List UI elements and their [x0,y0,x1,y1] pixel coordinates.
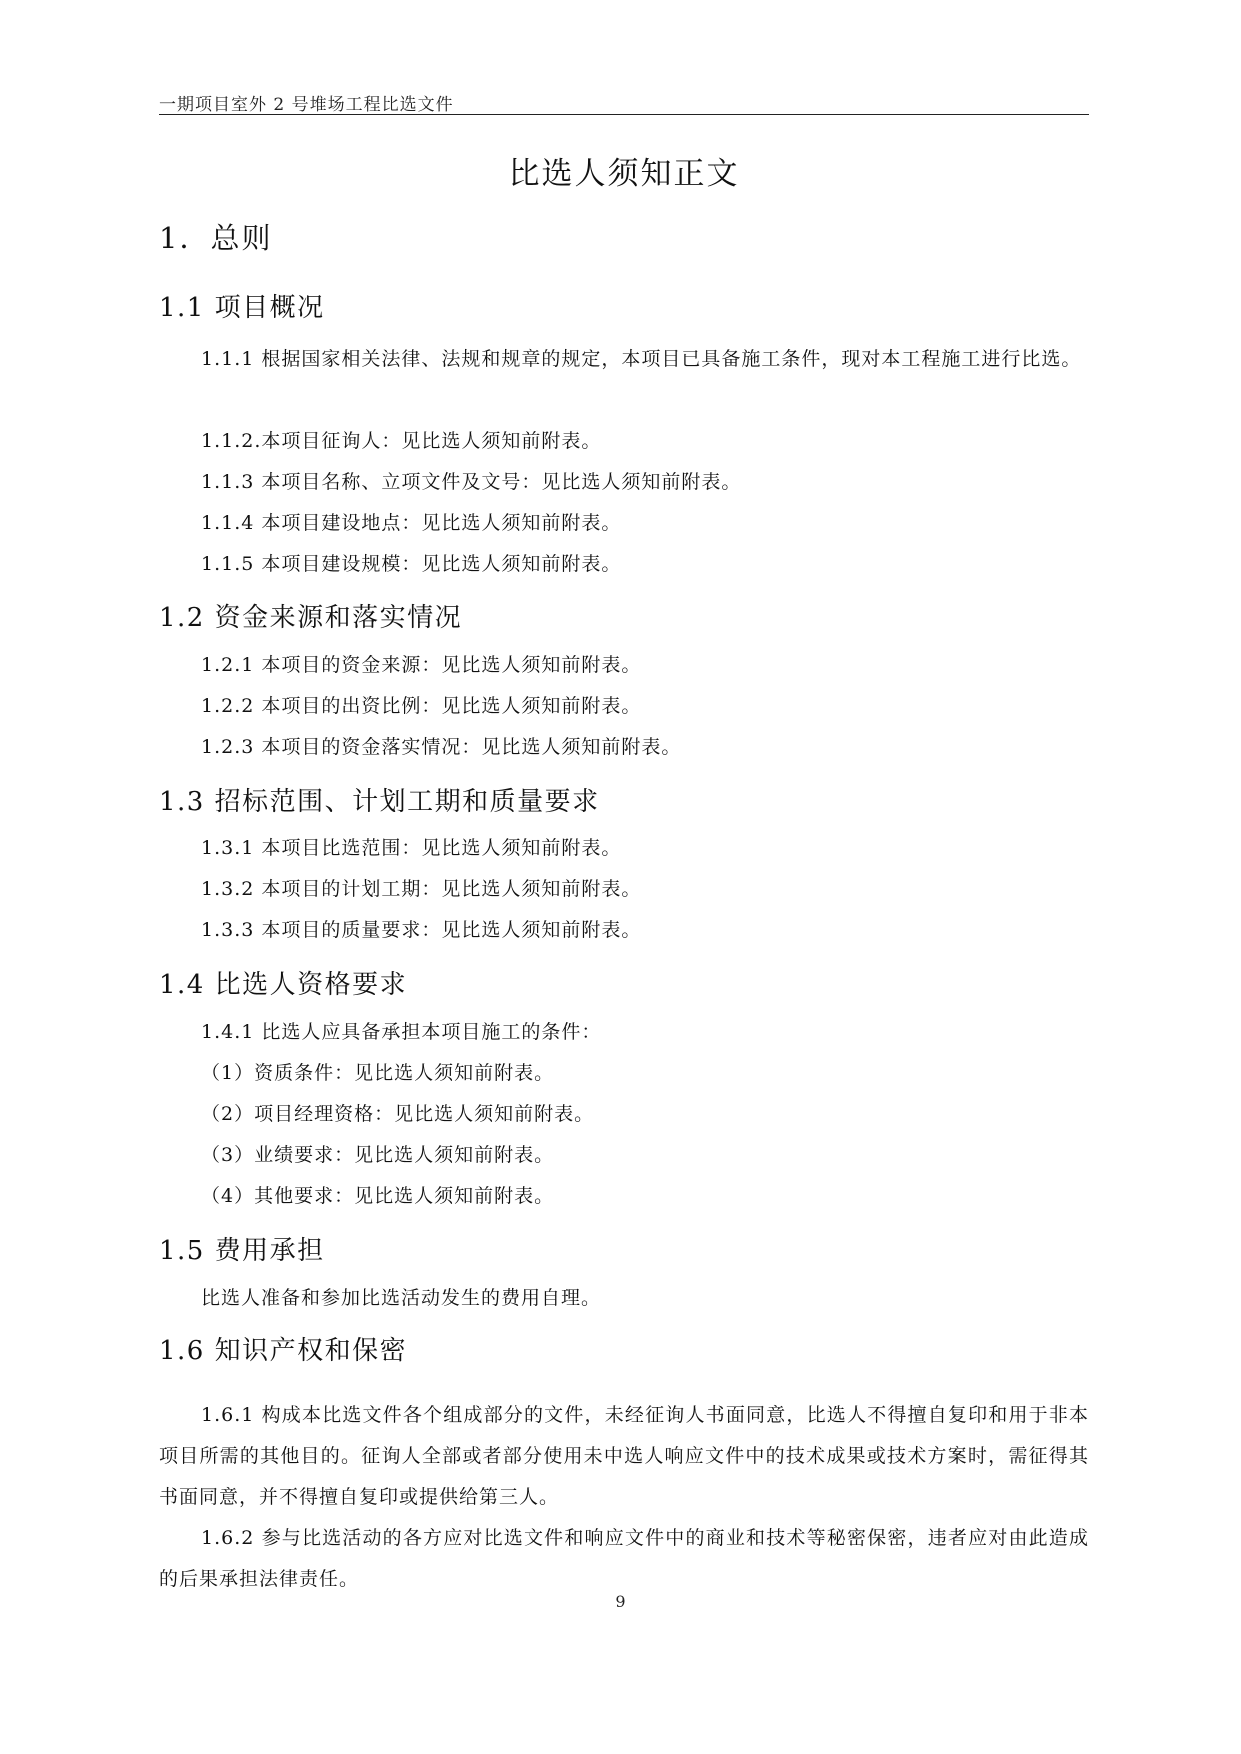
page-number: 9 [615,1592,626,1611]
list-item-project-manager: （2）项目经理资格：见比选人须知前附表。 [201,1103,595,1125]
list-item-performance: （3）业绩要求：见比选人须知前附表。 [201,1144,555,1166]
section-1-2-heading: 1.2 资金来源和落实情况 [159,603,463,633]
paragraph-1-2-1: 1.2.1 本项目的资金来源：见比选人须知前附表。 [201,654,642,676]
running-header [159,86,1089,115]
section-1-heading: 1．总则 [159,221,273,255]
section-1-4-heading: 1.4 比选人资格要求 [159,970,408,1000]
section-1-5-heading: 1.5 费用承担 [159,1236,325,1266]
paragraph-1-4-1: 1.4.1 比选人应具备承担本项目施工的条件： [201,1021,602,1043]
paragraph-1-2-3: 1.2.3 本项目的资金落实情况：见比选人须知前附表。 [201,736,682,758]
paragraph-1-2-2: 1.2.2 本项目的出资比例：见比选人须知前附表。 [201,695,642,717]
section-1-1-heading: 1.1 项目概况 [159,293,325,323]
paragraph-1-3-2: 1.3.2 本项目的计划工期：见比选人须知前附表。 [201,878,642,900]
section-1-6-heading: 1.6 知识产权和保密 [159,1336,408,1366]
list-item-qualification: （1）资质条件：见比选人须知前附表。 [201,1062,555,1084]
paragraph-1-3-3: 1.3.3 本项目的质量要求：见比选人须知前附表。 [201,919,642,941]
section-1-3-heading: 1.3 招标范围、计划工期和质量要求 [159,787,600,817]
page-title: 比选人须知正文 [508,156,740,192]
list-item-other: （4）其他要求：见比选人须知前附表。 [201,1185,555,1207]
paragraph-1-1-4: 1.1.4 本项目建设地点：见比选人须知前附表。 [201,512,622,534]
paragraph-1-1-5: 1.1.5 本项目建设规模：见比选人须知前附表。 [201,553,622,575]
paragraph-1-6-2: 1.6.2 参与比选活动的各方应对比选文件和响应文件中的商业和技术等秘密保密，违者应对由此造成的后果承担法律责任。 [159,1527,1089,1590]
paragraph-1-1-2: 1.1.2.本项目征询人：见比选人须知前附表。 [201,430,602,452]
paragraph-1-3-1: 1.3.1 本项目比选范围：见比选人须知前附表。 [201,837,622,859]
running-header-title: 一期项目室外 2 号堆场工程比选文件 [159,95,454,115]
paragraph-1-1-1: 1.1.1 根据国家相关法律、法规和规章的规定，本项目已具备施工条件，现对本工程施工进行比选。 [201,348,1082,370]
paragraph-1-5-1: 比选人准备和参加比选活动发生的费用自理。 [201,1287,602,1309]
paragraph-1-6-1: 1.6.1 构成本比选文件各个组成部分的文件，未经征询人书面同意，比选人不得擅自复印和用于非本项目所需的其他目的。征询人全部或者部分使用未中选人响应文件中的技术成果或技术方案时，需征得其书面同意，并不得擅自复印或提供给第三人。 [159,1404,1089,1508]
paragraph-1-1-3: 1.1.3 本项目名称、立项文件及文号：见比选人须知前附表。 [201,471,742,493]
